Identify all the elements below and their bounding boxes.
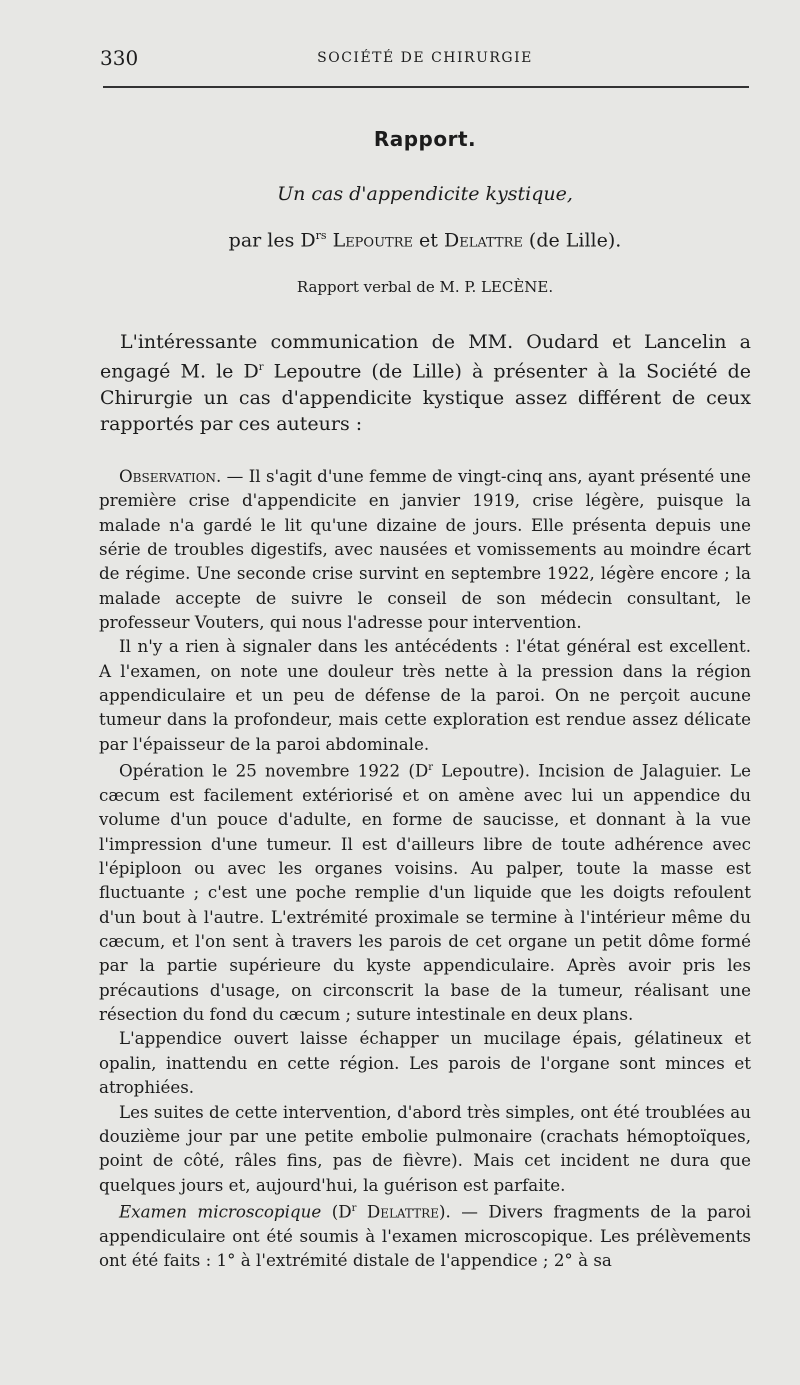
followup-paragraph: Les suites de cette intervention, d'abord très simples, ont été troublées au douzième jour par une petite embolie pulmonaire (crachats hémoptoïques, point de côté, râles fins, pas de fièvre). Mais cet incident ne dura que quelques jours et, aujourd'hui, la guérison est parfaite.: [99, 1101, 751, 1195]
author-lepoutre: Lepoutre: [332, 229, 413, 252]
page-number: 330: [100, 46, 139, 70]
intro-paragraph: [100, 329, 751, 438]
author-delattre: Delattre: [443, 229, 523, 252]
operation-paragraph: [99, 756, 751, 1026]
antecedents-paragraph: Il n'y a rien à signaler dans les antécédents : l'état général est excellent. A l'examen, on note une douleur très nette à la pression dans la région appendiculaire et un peu de défense de la paroi. On ne perçoit aucune tumeur dans la profondeur, mais cette exploration est rendue assez délicate par l'épaisseur de la paroi abdominale.: [99, 636, 751, 754]
microscopy-label: Examen microscopique: [119, 1201, 322, 1222]
header-rule: [103, 86, 749, 88]
reporter-line: Rapport verbal de M. P. LECÈNE.: [296, 278, 554, 296]
section-title: Rapport.: [373, 127, 477, 151]
operation-text-b: Lepoutre). Incision de Jalaguier. Le cæcum est facilement extériorisé et on amène avec lui un appendice du volume d'un pouce d'adulte, en forme de saucisse, et donnant à la vue l'impression d'une tumeur. Il est d'ailleurs libre de toute adhérence avec l'épiploon ou avec les organes voisins. Au palper, toute la masse est fluctuante ; c'est une poche remplie d'un liquide que les doigts refoulent d'un bout à l'autre. L'extrémité proximale se termine à l'intérieur même du cæcum, et l'on sent à travers les parois de cet organe un petit dôme formé par la partie supérieure du kyste appendiculaire. Après avoir pris les précautions d'usage, on circonscrit la base de la tumeur, réalisant une résection du fond du cæcum ; suture intestinale en deux plans.: [99, 760, 751, 1025]
page-header: [100, 44, 750, 74]
microscopy-sup: r: [351, 1202, 357, 1214]
authors-suffix: (de Lille).: [522, 229, 622, 252]
microscopy-paragraph: [99, 1197, 751, 1273]
authors-prefix: par les D: [228, 229, 316, 252]
appendix-paragraph: L'appendice ouvert laisse échapper un mucilage épais, gélatineux et opalin, inattendu en cette région. Les parois de l'organe sont minces et atrophiées.: [99, 1028, 751, 1098]
article-subtitle: Un cas d'appendicite kystique,: [277, 183, 573, 205]
intro-sup: r: [258, 362, 264, 374]
operation-text-a: Opération le 25 novembre 1922 (D: [119, 760, 429, 781]
authors-line: [100, 229, 750, 251]
intro-text-a: L'intéressante communication de MM. Oudard et Lancelin a engagé M. le D: [100, 331, 751, 383]
intro-text-b: Lepoutre (de Lille) à présenter à la Société de Chirurgie un cas d'appendicite kystique assez différent de ceux rapportés par ces auteurs :: [100, 360, 751, 436]
body-text: [99, 464, 751, 1272]
operation-sup: r: [428, 762, 433, 774]
running-head: SOCIÉTÉ DE CHIRURGIE: [317, 50, 533, 66]
observation-text: — Il s'agit d'une femme de vingt-cinq ans, ayant présenté une première crise d'appendicite en janvier 1919, crise légère, puisque la malade n'a gardé le lit qu'une dizaine de jours. Elle présenta depuis une série de troubles digestifs, avec nausées et vomissements au moindre écart de régime. Une seconde crise survint en septembre 1922, légère encore ; la malade accepte de suivre le conseil de son médecin consultant, le professeur Vouters, qui nous l'adresse pour intervention.: [99, 466, 751, 633]
microscopy-text-a: (D: [321, 1201, 352, 1222]
microscopy-text-b: ). — Divers fragments de la paroi appendiculaire ont été soumis à l'examen microscopique. Les prélèvements ont été faits : 1° à l'extrémité distale de l'appendice ; 2° à sa: [99, 1201, 752, 1271]
observation-label: Observation.: [119, 466, 222, 486]
authors-mid: et: [413, 229, 444, 252]
observation-paragraph: [99, 464, 751, 634]
microscopy-name: Delattre: [356, 1201, 439, 1222]
authors-sup: rs: [315, 229, 327, 242]
